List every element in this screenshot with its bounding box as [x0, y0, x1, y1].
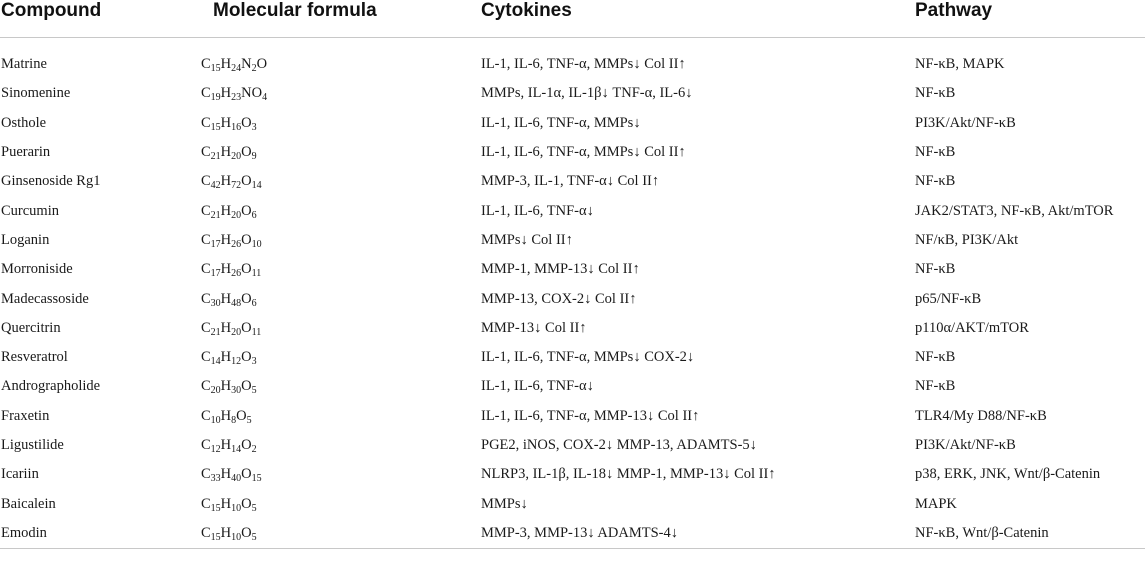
compound-name: Puerarin: [1, 144, 51, 161]
formula-element: C: [201, 495, 211, 512]
pathway: p65/NF-κB: [915, 290, 982, 307]
formula-element: O: [241, 349, 252, 366]
formula-element: O: [241, 114, 252, 131]
formula-element: H: [220, 261, 232, 278]
formula-subscript: 24: [231, 63, 242, 75]
formula-subscript: 19: [210, 92, 221, 104]
formula-element: C: [201, 231, 211, 248]
compound-name: Emodin: [1, 524, 47, 541]
pathway: MAPK: [915, 495, 957, 512]
formula-subscript: 15: [251, 473, 262, 485]
cytokines: MMP-1, MMP-13↓ Col II↑: [481, 261, 640, 278]
table-row: [0, 431, 1145, 460]
formula-element: H: [220, 349, 232, 366]
cytokines: MMPs↓: [481, 495, 528, 512]
pathway: NF-κB: [915, 173, 956, 190]
formula-subscript: 12: [210, 444, 221, 455]
cytokines: IL-1, IL-6, TNF-α, MMPs↓ Col II↑: [481, 56, 686, 73]
formula-element: C: [201, 144, 211, 161]
compound-name: Ginsenoside Rg1: [1, 173, 101, 190]
molecular-formula: [200, 489, 467, 518]
formula-element: C: [201, 466, 211, 483]
compound-name: Resveratrol: [1, 349, 68, 366]
formula-subscript: 10: [231, 531, 242, 543]
formula-subscript: 3: [251, 356, 257, 368]
formula-element: H: [220, 231, 232, 248]
pathway: JAK2/STAT3, NF-κB, Akt/mTOR: [915, 202, 1114, 219]
formula-subscript: 10: [210, 414, 221, 426]
formula-subscript: 15: [210, 121, 221, 133]
pathway: NF-κB: [915, 349, 956, 366]
cytokines: MMP-13↓ Col II↑: [481, 319, 587, 336]
formula-element: H: [220, 144, 232, 161]
pathway: TLR4/My D88/NF-κB: [915, 407, 1047, 424]
formula-element: H: [220, 56, 232, 73]
formula-subscript: 2: [251, 444, 257, 455]
formula-element: O: [241, 495, 252, 512]
table-row: [0, 460, 1145, 489]
pathway: NF-κB, Wnt/β-Catenin: [915, 524, 1049, 541]
formula-subscript: 21: [210, 209, 221, 221]
molecular-formula: [200, 109, 467, 138]
formula-element: O: [241, 202, 252, 219]
formula-element: C: [201, 114, 211, 131]
cytokines: MMP-3, MMP-13↓ ADAMTS-4↓: [481, 524, 678, 541]
molecular-formula: [200, 431, 467, 460]
pathway: NF-κB: [915, 85, 956, 102]
formula-subscript: 20: [231, 151, 242, 163]
molecular-formula: [200, 372, 467, 401]
formula-subscript: 11: [251, 326, 262, 338]
table-row: [0, 109, 1145, 138]
cytokines: IL-1, IL-6, TNF-α, MMPs↓ Col II↑: [481, 144, 686, 161]
cytokines: IL-1, IL-6, TNF-α↓: [481, 378, 594, 395]
formula-subscript: 17: [210, 238, 221, 250]
cytokines: IL-1, IL-6, TNF-α↓: [481, 202, 594, 219]
compound-name: Andrographolide: [1, 378, 101, 395]
pathway: NF-κB: [915, 378, 956, 395]
formula-element: O: [236, 407, 247, 424]
formula-subscript: 33: [210, 473, 221, 485]
formula-element: H: [220, 524, 232, 541]
molecular-formula: [200, 284, 467, 313]
formula-subscript: 10: [231, 502, 242, 514]
pathway: PI3K/Akt/NF-κB: [915, 437, 1016, 453]
formula-element: O: [241, 231, 252, 248]
pathway: NF-κB: [915, 261, 956, 278]
table-row: [0, 167, 1145, 196]
formula-element: H: [220, 173, 232, 190]
table-row: [0, 196, 1145, 225]
formula-element: C: [201, 56, 211, 73]
formula-subscript: 12: [231, 356, 242, 368]
table-row: [0, 284, 1145, 313]
table-row: [0, 38, 1145, 80]
formula-element: H: [220, 437, 232, 453]
table-row: [0, 519, 1145, 549]
compound-name: Osthole: [1, 114, 47, 131]
cytokines: PGE2, iNOS, COX-2↓ MMP-13, ADAMTS-5↓: [481, 437, 757, 453]
formula-element: O: [241, 261, 252, 278]
formula-element: H: [220, 114, 232, 131]
formula-subscript: 4: [262, 92, 268, 104]
molecular-formula: [200, 38, 467, 80]
table-row: [0, 372, 1145, 401]
table-row: [0, 226, 1145, 255]
formula-subscript: 11: [251, 268, 262, 280]
formula-element: C: [201, 173, 211, 190]
formula-subscript: 3: [251, 121, 257, 133]
molecular-formula: [200, 314, 467, 343]
formula-element: C: [201, 378, 211, 395]
cytokines: MMP-13, COX-2↓ Col II↑: [481, 290, 637, 307]
formula-subscript: 20: [231, 326, 242, 338]
header-cytokines: Cytokines: [467, 0, 901, 38]
formula-element: O: [241, 378, 252, 395]
formula-element: H: [220, 319, 232, 336]
molecular-formula: [200, 255, 467, 284]
molecular-formula: [200, 226, 467, 255]
formula-element: O: [241, 437, 252, 453]
cytokines: MMPs, IL-1α, IL-1β↓ TNF-α, IL-6↓: [481, 85, 693, 102]
formula-subscript: 6: [251, 209, 257, 221]
pathway: NF-κB, MAPK: [915, 56, 1005, 73]
formula-element: O: [241, 319, 252, 336]
formula-subscript: 5: [251, 531, 257, 543]
formula-subscript: 5: [246, 414, 252, 426]
formula-element: H: [220, 85, 232, 102]
formula-element: C: [201, 85, 211, 102]
header-molecular-formula: Molecular formula: [200, 0, 467, 38]
formula-subscript: 15: [210, 531, 221, 543]
formula-subscript: 40: [231, 473, 242, 485]
formula-subscript: 26: [231, 238, 242, 250]
formula-subscript: 15: [210, 63, 221, 75]
formula-element: C: [201, 437, 211, 453]
formula-subscript: 8: [231, 414, 237, 426]
table-row: [0, 343, 1145, 372]
formula-element: O: [241, 466, 252, 483]
formula-element: H: [220, 290, 232, 307]
formula-element: H: [220, 407, 232, 424]
formula-subscript: 26: [231, 268, 242, 280]
molecular-formula: [200, 79, 467, 108]
compound-name: Ligustilide: [1, 437, 64, 453]
formula-subscript: 15: [210, 502, 221, 514]
formula-element: H: [220, 466, 232, 483]
table-row: [0, 138, 1145, 167]
formula-element: NO: [241, 85, 263, 102]
formula-subscript: 30: [231, 385, 242, 397]
table-header: [0, 0, 1145, 38]
bottom-border: [0, 549, 1145, 550]
formula-subscript: 20: [231, 209, 242, 221]
cytokines: NLRP3, IL-1β, IL-18↓ MMP-1, MMP-13↓ Col II↑: [481, 466, 776, 483]
table-row: [0, 314, 1145, 343]
formula-element: H: [220, 495, 232, 512]
formula-subscript: 30: [210, 297, 221, 309]
formula-element: C: [201, 261, 211, 278]
formula-element: O: [241, 290, 252, 307]
footer-rule: [0, 549, 1145, 550]
formula-subscript: 6: [251, 297, 257, 309]
molecular-formula: [200, 402, 467, 431]
formula-element: O: [241, 173, 252, 190]
table-row: [0, 402, 1145, 431]
cytokines: IL-1, IL-6, TNF-α, MMP-13↓ Col II↑: [481, 407, 700, 424]
formula-subscript: 14: [251, 180, 262, 192]
formula-subscript: 14: [210, 356, 221, 368]
pathway: p110α/AKT/mTOR: [915, 319, 1029, 336]
header-row: [0, 0, 1145, 38]
formula-element: C: [201, 524, 211, 541]
compound-name: Loganin: [1, 231, 50, 248]
formula-subscript: 9: [251, 151, 257, 163]
header-compound: Compound: [0, 0, 200, 38]
cytokines: IL-1, IL-6, TNF-α, MMPs↓: [481, 114, 641, 131]
formula-element: C: [201, 407, 211, 424]
pathway: NF-κB: [915, 144, 956, 161]
formula-subscript: 2: [251, 63, 257, 75]
pathway: NF/κB, PI3K/Akt: [915, 231, 1019, 248]
molecular-formula: [200, 343, 467, 372]
molecular-formula: [200, 167, 467, 196]
formula-subscript: 17: [210, 268, 221, 280]
header-pathway: Pathway: [901, 0, 1145, 38]
formula-subscript: 16: [231, 121, 242, 133]
formula-subscript: 42: [210, 180, 221, 192]
compound-name: Icariin: [1, 466, 39, 483]
molecular-formula: [200, 196, 467, 225]
molecular-formula: [200, 460, 467, 489]
formula-element: C: [201, 290, 211, 307]
formula-element: H: [220, 202, 232, 219]
formula-element: O: [241, 524, 252, 541]
formula-element: N: [241, 56, 252, 73]
cytokines: MMP-3, IL-1, TNF-α↓ Col II↑: [481, 173, 660, 190]
compound-name: Curcumin: [1, 202, 59, 219]
compound-name: Morroniside: [1, 261, 73, 278]
compound-name: Sinomenine: [1, 85, 71, 102]
compound-name: Matrine: [1, 56, 47, 73]
formula-subscript: 72: [231, 180, 242, 192]
table-row: [0, 255, 1145, 284]
pathway: p38, ERK, JNK, Wnt/β-Catenin: [915, 466, 1101, 483]
formula-subscript: 20: [210, 385, 221, 397]
cytokines: IL-1, IL-6, TNF-α, MMPs↓ COX-2↓: [481, 349, 695, 366]
molecular-formula: [200, 138, 467, 167]
table-body: [0, 38, 1145, 549]
formula-subscript: 21: [210, 326, 221, 338]
molecular-formula: [200, 519, 467, 549]
compound-name: Madecassoside: [1, 290, 89, 307]
formula-element: C: [201, 202, 211, 219]
pathway: PI3K/Akt/NF-κB: [915, 114, 1016, 131]
compound-name: Fraxetin: [1, 407, 50, 424]
formula-subscript: 21: [210, 151, 221, 163]
cytokines: MMPs↓ Col II↑: [481, 231, 573, 248]
table-row: [0, 489, 1145, 518]
compound-name: Quercitrin: [1, 319, 61, 336]
formula-subscript: 5: [251, 502, 257, 514]
compound-name: Baicalein: [1, 495, 56, 512]
formula-subscript: 23: [231, 92, 242, 104]
table-footer: [0, 549, 1145, 550]
formula-element: C: [201, 319, 211, 336]
formula-element: O: [241, 144, 252, 161]
formula-element: O: [256, 56, 268, 73]
formula-element: H: [220, 378, 232, 395]
formula-subscript: 10: [251, 238, 262, 250]
formula-subscript: 14: [231, 444, 242, 455]
table-row: [0, 79, 1145, 108]
formula-subscript: 48: [231, 297, 242, 309]
formula-subscript: 5: [251, 385, 257, 397]
formula-element: C: [201, 349, 211, 366]
